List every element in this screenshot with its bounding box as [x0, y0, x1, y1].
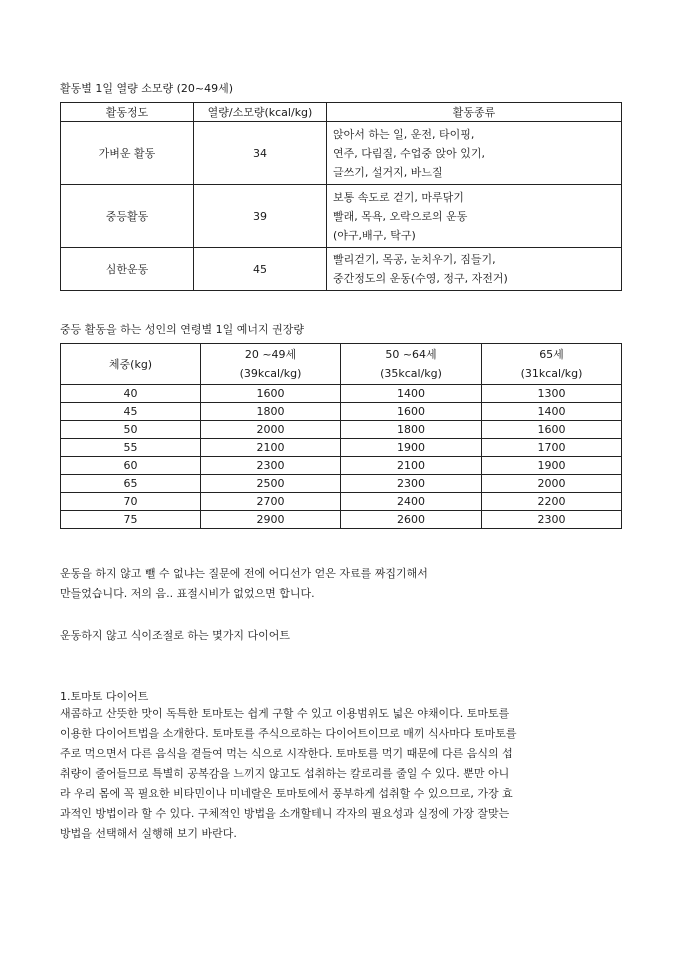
activity-energy-table [60, 102, 622, 291]
body-line: 과적인 방법이라 할 수 있다. 구체적인 방법을 소개할테니 각자의 필요성과 실정에 가장 잘맞는 [60, 807, 510, 820]
kcal-label: (35kcal/kg) [380, 367, 442, 380]
energy-cell: 2400 [341, 493, 482, 511]
table2-caption: 중등 활동을 하는 성인의 연령별 1일 예너지 권장량 [60, 323, 304, 336]
age-label: 50 ~64세 [385, 348, 437, 361]
table-header-row [61, 103, 622, 122]
energy-recommendation-table [60, 343, 622, 529]
energy-cell: 2100 [341, 457, 482, 475]
table-row [61, 493, 622, 511]
activity-level: 가벼운 활동 [61, 122, 194, 185]
header-weight: 체중(kg) [61, 344, 201, 385]
table-header-row [61, 344, 622, 385]
body-line: 방법을 선택해서 실행해 보기 바란다. [60, 827, 237, 840]
energy-cell: 2500 [201, 475, 341, 493]
activity-type-line: 연주, 다림질, 수업중 앉아 있기, [333, 146, 485, 160]
kcal-label: (39kcal/kg) [239, 367, 302, 380]
activity-type-line: 중간정도의 운동(수영, 정구, 자전거) [333, 272, 508, 285]
energy-cell: 1600 [201, 385, 341, 403]
intro-line: 만들었습니다. 저의 음.. 표절시비가 없었으면 합니다. [60, 587, 315, 600]
energy-cell: 1400 [482, 403, 622, 421]
energy-cell: 1800 [201, 403, 341, 421]
header-age-group [201, 344, 341, 385]
header-age-group [341, 344, 482, 385]
energy-cell: 2000 [201, 421, 341, 439]
energy-cell: 2200 [482, 493, 622, 511]
body-line: 라 우리 몸에 꼭 필요한 비타민이나 미네랄은 토마토에서 풍부하게 섭취할 수 있으므로, 가장 효 [60, 787, 513, 800]
table-row [61, 248, 622, 291]
weight-cell: 75 [61, 511, 201, 529]
energy-cell: 1300 [482, 385, 622, 403]
intro-paragraph [60, 564, 625, 604]
table-row [61, 439, 622, 457]
energy-cell: 2700 [201, 493, 341, 511]
header-activity-types: 활동종류 [327, 103, 622, 122]
kcal-value: 34 [194, 122, 327, 185]
energy-cell: 1900 [482, 457, 622, 475]
section-title: 1.토마토 다이어트 [60, 690, 149, 703]
kcal-value: 39 [194, 185, 327, 248]
weight-cell: 55 [61, 439, 201, 457]
activity-type-line: 글쓰기, 설거지, 바느질 [333, 165, 443, 179]
weight-cell: 60 [61, 457, 201, 475]
age-label: 20 ~49세 [244, 348, 297, 361]
table-row [61, 403, 622, 421]
activity-types [327, 248, 622, 291]
activity-type-line: (야구,배구, 탁구) [333, 228, 416, 242]
table-row [61, 122, 622, 185]
energy-cell: 2300 [482, 511, 622, 529]
activity-types [327, 122, 622, 185]
header-activity-level: 활동정도 [61, 103, 194, 122]
age-label: 65세 [539, 348, 564, 361]
kcal-label: (31kcal/kg) [520, 367, 583, 380]
activity-type-line: 빨리걷기, 목공, 눈치우기, 짐들기, [333, 253, 496, 266]
table-row [61, 185, 622, 248]
energy-cell: 2300 [201, 457, 341, 475]
energy-cell: 1900 [341, 439, 482, 457]
activity-type-line: 보통 속도로 걷기, 마루닦기 [333, 190, 464, 204]
body-line: 주로 먹으면서 다른 음식을 곁들여 먹는 식으로 시작한다. 토마토를 먹기 때문에 다른 음식의 섭 [60, 747, 513, 760]
body-line: 새콤하고 산뜻한 맛이 독특한 토마토는 쉽게 구할 수 있고 이용범위도 넓은 야채이다. 토마토를 [60, 707, 510, 720]
kcal-value: 45 [194, 248, 327, 291]
body-line: 취량이 줄어들므로 특별히 공복감을 느끼지 않고도 섭취하는 칼로리를 줄일 수 있다. 뿐만 아니 [60, 767, 510, 780]
activity-level: 중등활동 [61, 185, 194, 248]
weight-cell: 40 [61, 385, 201, 403]
table1-caption: 활동별 1일 열량 소모량 (20~49세) [60, 82, 234, 95]
body-line: 이용한 다이어트법을 소개한다. 토마토를 주식으로하는 다이어트이므로 매끼 식사마다 토마토를 [60, 727, 517, 740]
weight-cell: 70 [61, 493, 201, 511]
weight-cell: 65 [61, 475, 201, 493]
activity-level: 심한운동 [61, 248, 194, 291]
energy-cell: 1600 [341, 403, 482, 421]
section-body [60, 704, 625, 844]
weight-cell: 45 [61, 403, 201, 421]
energy-cell: 1400 [341, 385, 482, 403]
activity-type-line: 빨래, 목욕, 오락으로의 운동 [333, 209, 468, 223]
energy-cell: 1700 [482, 439, 622, 457]
header-kcal: 열량/소모량(kcal/kg) [194, 103, 327, 122]
energy-cell: 1600 [482, 421, 622, 439]
table-row [61, 475, 622, 493]
energy-cell: 2100 [201, 439, 341, 457]
activity-type-line: 앉아서 하는 일, 운전, 타이핑, [333, 127, 475, 141]
table-row [61, 511, 622, 529]
table-row [61, 385, 622, 403]
energy-cell: 2000 [482, 475, 622, 493]
table-row [61, 457, 622, 475]
table-row [61, 421, 622, 439]
energy-cell: 2600 [341, 511, 482, 529]
weight-cell: 50 [61, 421, 201, 439]
header-age-group [482, 344, 622, 385]
intro-line: 운동을 하지 않고 뺄 수 없냐는 질문에 전에 어디선가 얻은 자료를 짜집기해서 [60, 567, 428, 580]
energy-cell: 1800 [341, 421, 482, 439]
energy-cell: 2900 [201, 511, 341, 529]
energy-cell: 2300 [341, 475, 482, 493]
activity-types [327, 185, 622, 248]
diet-subtitle: 운동하지 않고 식이조절로 하는 몇가지 다이어트 [60, 629, 291, 642]
